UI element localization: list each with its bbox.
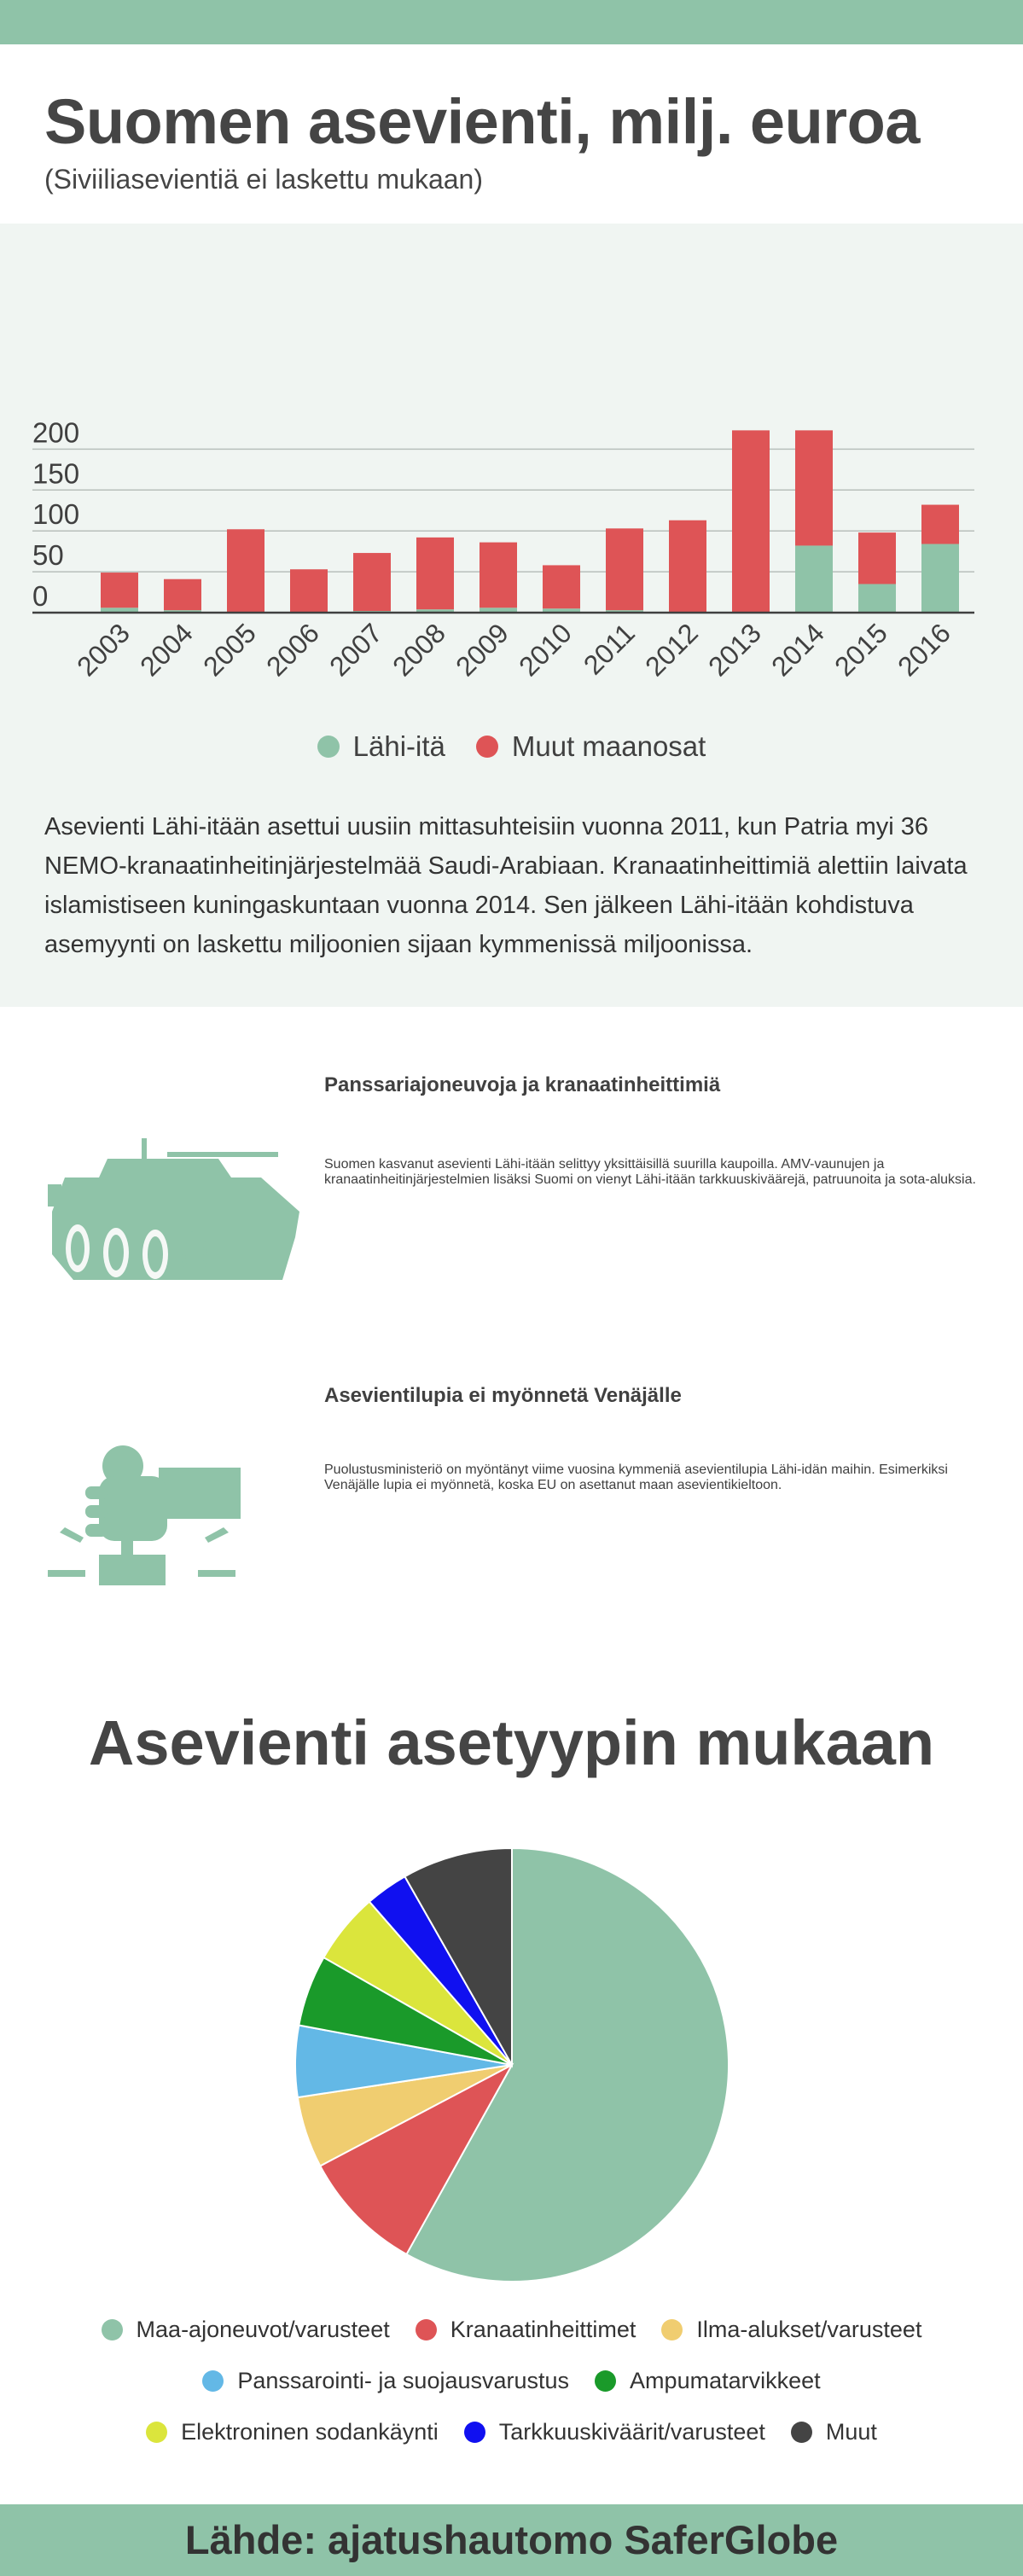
- pie-legend-item: [146, 2419, 439, 2445]
- pie-legend-label: Elektroninen sodankäynti: [181, 2419, 439, 2445]
- x-tick-label: 2016: [892, 617, 956, 683]
- bar-muut-2006: [290, 569, 328, 612]
- pie-legend-swatch: [791, 2422, 812, 2443]
- pie-legend-swatch: [102, 2319, 123, 2340]
- intro-paragraph: Asevienti Lähi-itään asettui uusiin mittasuhteisiin vuonna 2011, kun Patria myi 36 NEMO-kranaatinheitinjärjestelmää Saudi-Arabiaan. Kranaatinheittimiä alettiin laivata islamistiseen kuningaskuntaan vuonna 2014. Sen jälkeen Lähi-itään kohdistuva asemyynti on laskettu miljoonien sijaan kymmenissä miljoonissa.: [44, 813, 968, 958]
- section-text-vehicles: Suomen kasvanut asevienti Lähi-itään selittyy yksittäisillä suurilla kaupoilla. AMV-vaunujen ja kranaatinheitinjärjestelmien lisäksi Suomi on vienyt Lähi-itään tarkkuuskiväärejä, patruunoita ja sota-aluksia.: [324, 1157, 976, 1187]
- pie-legend-item: [791, 2419, 877, 2445]
- y-tick-label: 50: [32, 539, 64, 572]
- pie-legend-label: Ampumatarvikkeet: [630, 2368, 821, 2393]
- x-tick-label: 2003: [71, 617, 136, 683]
- bar-chart-legend: [0, 730, 1023, 763]
- x-tick-label: 2006: [260, 617, 325, 683]
- x-tick-label: 2008: [387, 617, 451, 683]
- pie-legend-label: Panssarointi- ja suojausvarustus: [237, 2368, 570, 2393]
- pie-legend-item: [102, 2317, 390, 2343]
- pie-legend-item: [595, 2368, 821, 2394]
- legend-item-lahi-ita: [317, 730, 445, 763]
- stamp-icon: [48, 1442, 244, 1591]
- y-tick-label: 100: [32, 498, 80, 531]
- bar-lahi-ita-2015: [858, 584, 896, 613]
- bar-muut-2007: [353, 553, 391, 611]
- pie-legend-row-1: [0, 2317, 1023, 2343]
- pie-legend-swatch: [661, 2319, 683, 2340]
- bar-muut-2013: [732, 430, 770, 612]
- pie-legend-label: Tarkkuuskiväärit/varusteet: [498, 2419, 765, 2445]
- bar-muut-2016: [921, 505, 959, 544]
- pie-legend-label: Maa-ajoneuvot/varusteet: [136, 2317, 390, 2342]
- bar-muut-2010: [543, 565, 580, 608]
- x-tick-label: 2011: [577, 617, 641, 681]
- pie-legend-label: Muut: [825, 2419, 877, 2445]
- legend-swatch-muut-maanosat: [476, 736, 498, 758]
- bar-chart: [0, 224, 1023, 701]
- bar-muut-2005: [227, 529, 264, 612]
- x-tick-label: 2012: [639, 617, 704, 683]
- x-tick-label: 2014: [765, 617, 830, 683]
- pie-legend-swatch: [464, 2422, 485, 2443]
- legend-item-muut-maanosat: [476, 730, 706, 763]
- x-tick-label: 2010: [513, 617, 578, 683]
- top-accent-bar: [0, 0, 1023, 44]
- bar-lahi-ita-2014: [795, 545, 833, 613]
- bar-muut-2014: [795, 430, 833, 545]
- x-tick-label: 2007: [323, 617, 388, 683]
- legend-label-lahi-ita: Lähi-itä: [352, 730, 445, 762]
- x-tick-label: 2015: [828, 617, 893, 683]
- legend-label-muut-maanosat: Muut maanosat: [511, 730, 706, 762]
- pie-legend-item: [202, 2368, 569, 2394]
- page-title: Suomen asevienti, milj. euroa: [44, 86, 920, 157]
- armored-vehicle-icon: [48, 1135, 304, 1305]
- bar-muut-2004: [164, 579, 201, 610]
- y-tick-label: 150: [32, 457, 80, 490]
- y-tick-label: 200: [32, 416, 80, 449]
- bar-muut-2015: [858, 532, 896, 584]
- pie-chart: [282, 1835, 742, 2295]
- pie-chart-title: Asevienti asetyypin mukaan: [88, 1707, 935, 1778]
- pie-legend-swatch: [202, 2370, 224, 2392]
- pie-legend-row-3: [0, 2419, 1023, 2445]
- y-tick-label: 0: [32, 580, 49, 612]
- pie-legend-item: [661, 2317, 921, 2343]
- x-tick-label: 2004: [134, 617, 199, 683]
- bar-lahi-ita-2016: [921, 544, 959, 613]
- source-footer: Lähde: ajatushautomo SaferGlobe: [0, 2504, 1023, 2576]
- section-text-russia: Puolustusministeriö on myöntänyt viime vuosina kymmeniä asevientilupia Lähi-idän maihin. Esimerkiksi Venäjälle lupia ei myönnetä, koska EU on asettanut maan asevientikieltoon.: [324, 1462, 948, 1492]
- section-heading-vehicles: Panssariajoneuvoja ja kranaatinheittimiä: [324, 1073, 721, 1096]
- pie-legend-label: Ilma-alukset/varusteet: [696, 2317, 922, 2342]
- bar-muut-2011: [606, 528, 643, 610]
- pie-legend-swatch: [146, 2422, 167, 2443]
- page-subtitle: (Siviiliasevientiä ei laskettu mukaan): [44, 164, 483, 195]
- x-tick-label: 2009: [450, 617, 514, 683]
- section-heading-russia: Asevientilupia ei myönnetä Venäjälle: [324, 1383, 682, 1407]
- bar-muut-2008: [416, 538, 454, 609]
- pie-legend-swatch: [416, 2319, 437, 2340]
- pie-legend-label: Kranaatinheittimet: [450, 2317, 636, 2342]
- legend-swatch-lahi-ita: [317, 736, 340, 758]
- bar-muut-2009: [480, 543, 517, 608]
- pie-legend-swatch: [595, 2370, 616, 2392]
- bar-muut-2012: [669, 520, 706, 612]
- bar-muut-2003: [101, 573, 138, 608]
- pie-legend-item: [416, 2317, 636, 2343]
- pie-legend-row-2: [0, 2368, 1023, 2394]
- x-tick-label: 2005: [197, 617, 262, 683]
- pie-legend-item: [464, 2419, 765, 2445]
- x-tick-label: 2013: [702, 617, 767, 683]
